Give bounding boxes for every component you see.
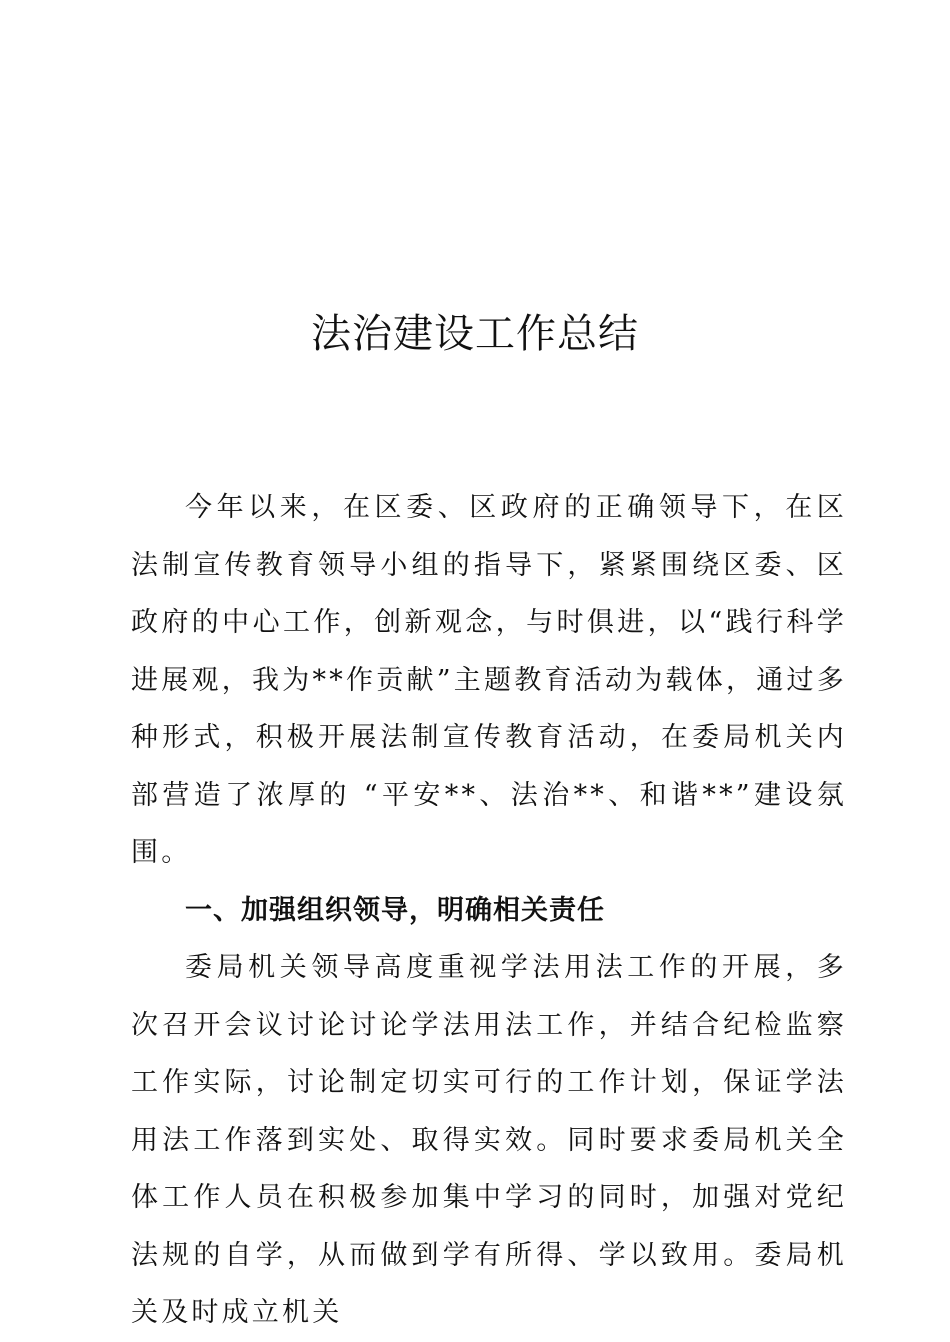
section-heading: 一、加强组织领导，明确相关责任 [185,894,605,926]
intro-paragraph: 今年以来，在区委、区政府的正确领导下，在区法制宣传教育领导小组的指导下，紧紧围绕区委、区政府的中心工作，创新观念，与时俱进，以“践行科学进展观，我为**作贡献”主题教育活动为载体，通过多种形式，积极开展法制宣传教育活动，在委局机关内部营造了浓厚的 “平安**、法治**、和谐**”建设氛围。 [131,492,847,868]
document-body [131,479,847,1342]
section-paragraph: 委局机关领导高度重视学法用法工作的开展，多次召开会议讨论讨论学法用法工作，并结合纪检监察工作实际，讨论制定切实可行的工作计划，保证学法用法工作落到实处、取得实效。同时要求委局机关全体工作人员在积极参加集中学习的同时，加强对党纪法规的自学，从而做到学有所得、学以致用。委局机关及时成立机关 [131,952,847,1328]
document-title: 法治建设工作总结 [311,311,639,357]
